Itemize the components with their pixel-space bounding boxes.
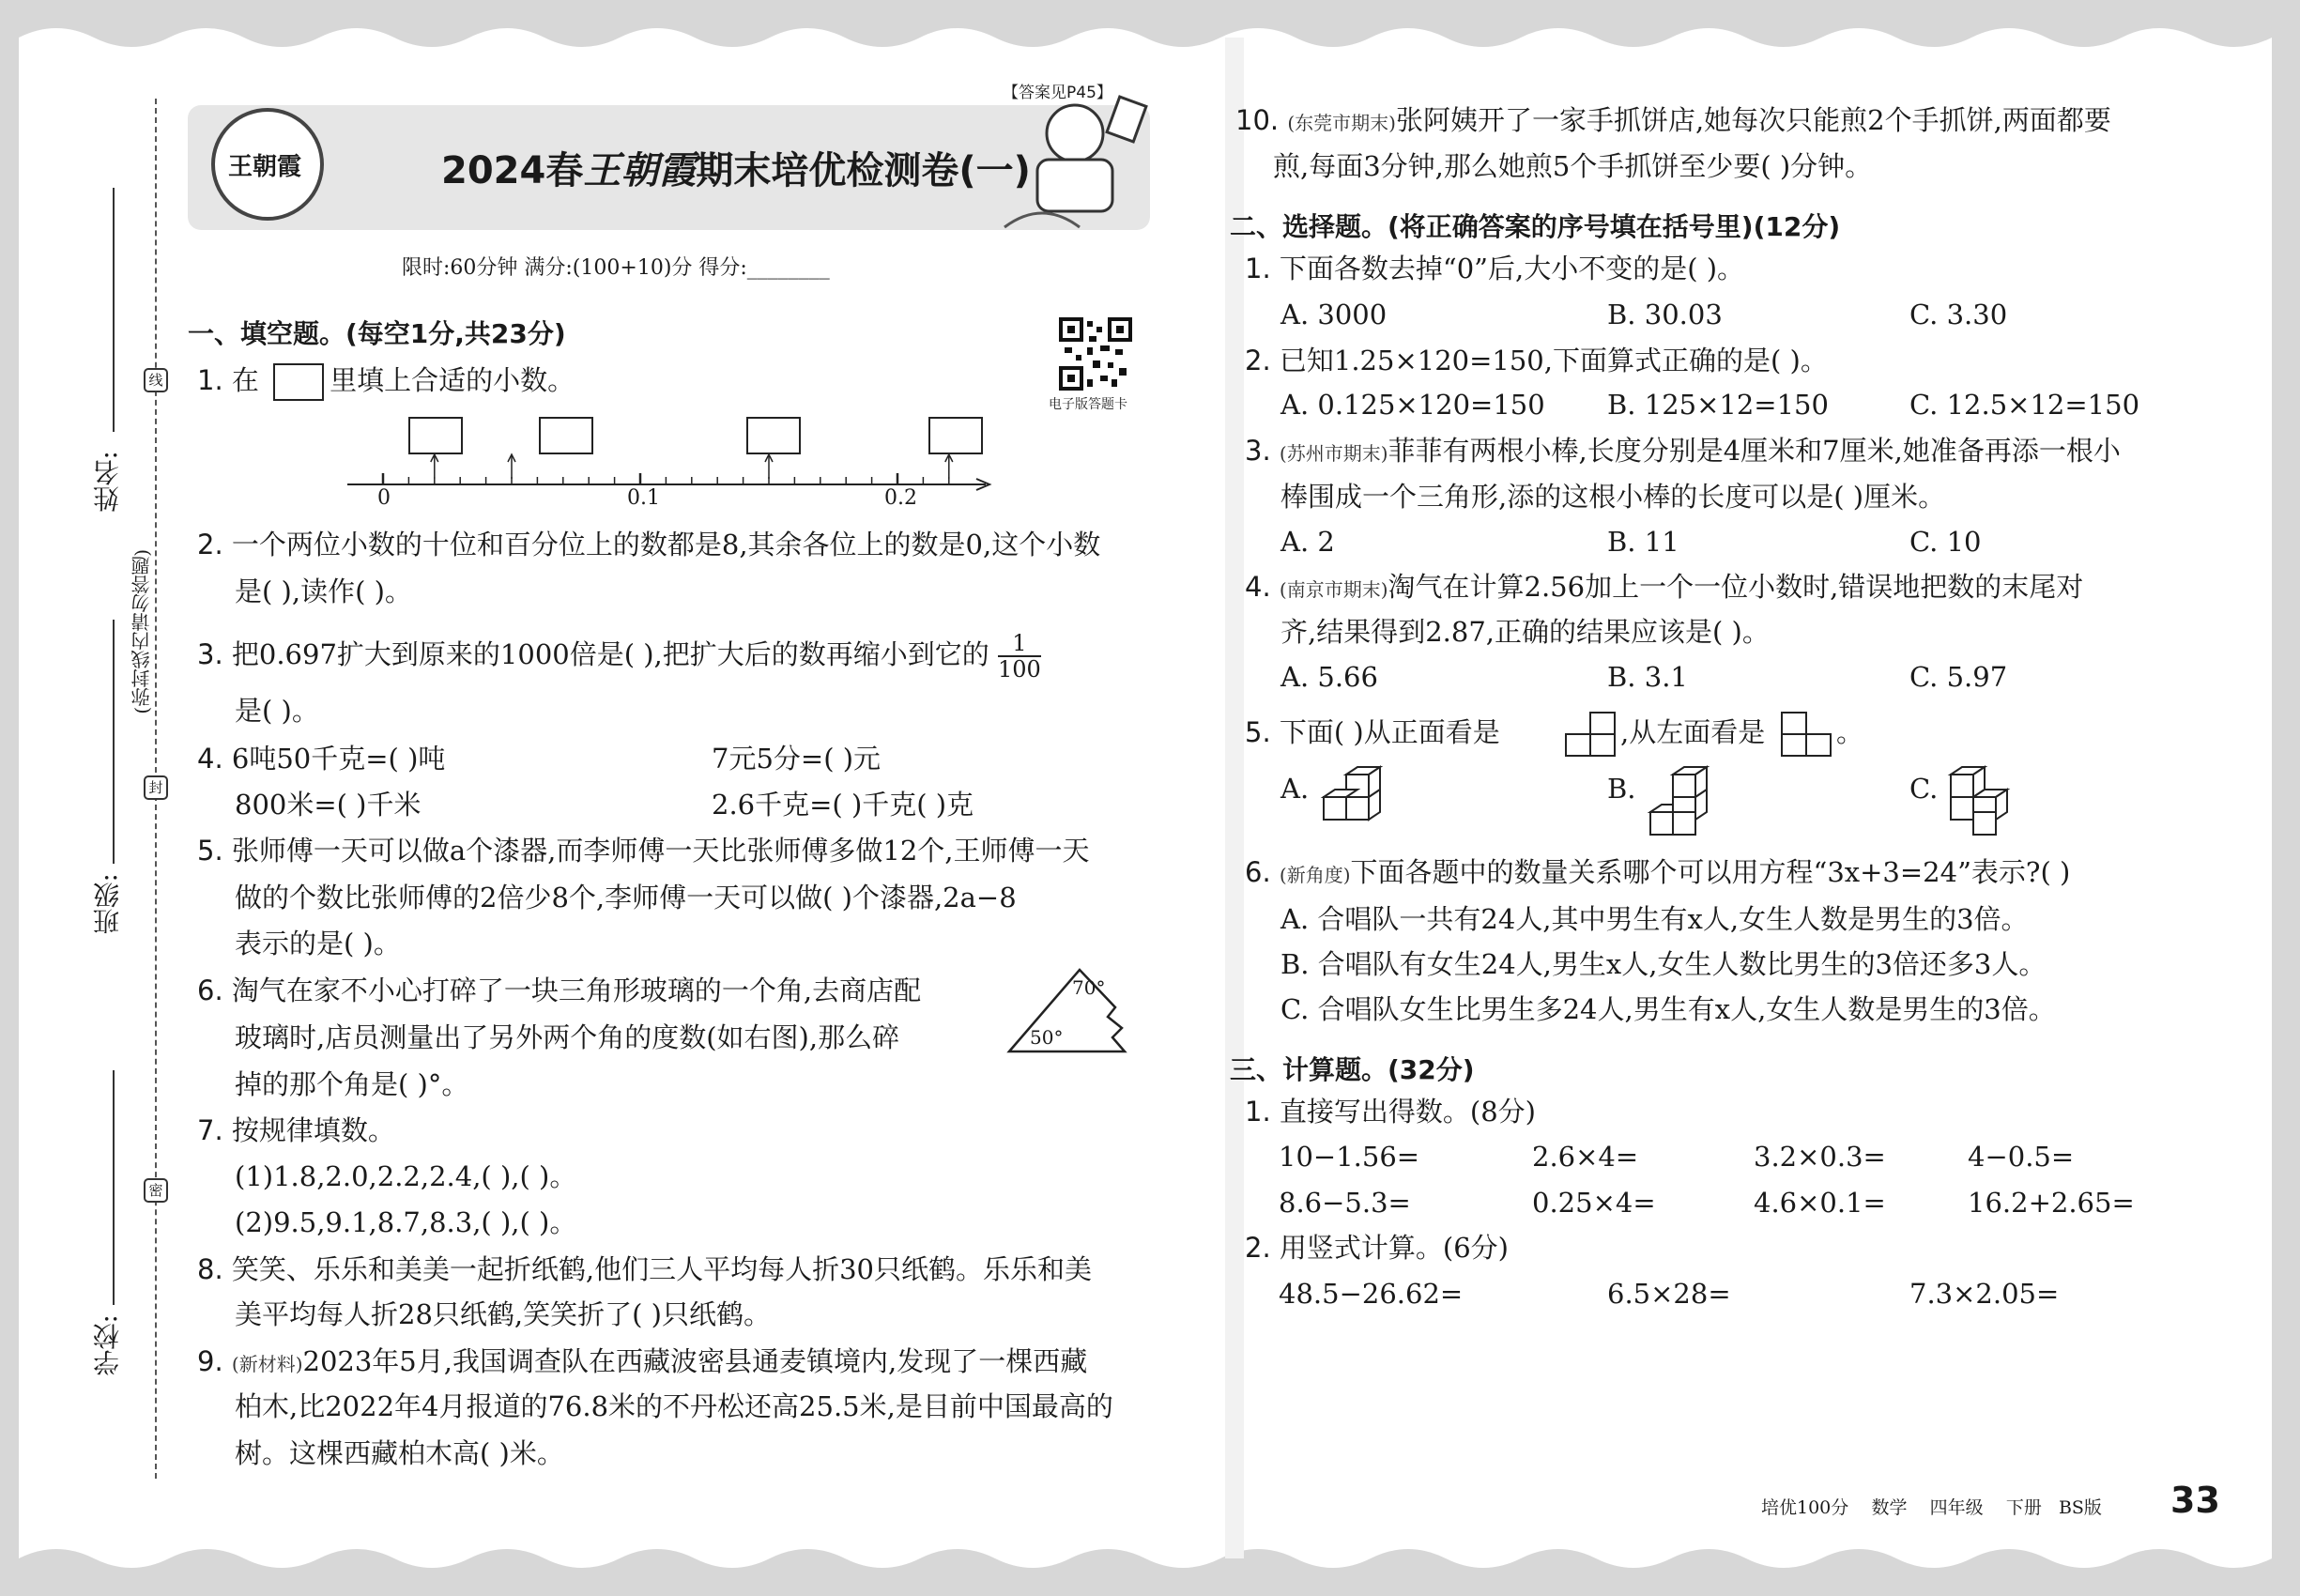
s1-q1: [197, 360, 575, 401]
calc-item[interactable]: 0.25×4=: [1532, 1187, 1656, 1219]
s1-q1-number: 1.: [197, 364, 223, 396]
s3-q2-number: 2.: [1245, 1232, 1271, 1264]
s1-q5-line2: 做的个数比张师傅的2倍少8个,李师傅一天可以做( )个漆器,2a−8: [235, 882, 1017, 913]
seal-mark-line: 线: [144, 368, 168, 392]
option-c-cubes: [1945, 765, 2013, 838]
s2-q5-text-c: 。: [1836, 716, 1864, 748]
s2-q5: [1245, 712, 1500, 753]
seal-warning: (弥封线内请勿答题): [128, 549, 155, 714]
s1-q6: [197, 970, 921, 1011]
section3-heading: 三、计算题。(32分): [1230, 1054, 1475, 1085]
qr-caption: 电子版答题卡: [1049, 397, 1127, 412]
s2-q2-number: 2.: [1245, 345, 1271, 376]
mascot-illustration: [986, 86, 1155, 232]
s1-q3-fraction: [998, 631, 1041, 682]
s3-q1-number: 1.: [1245, 1096, 1271, 1128]
s2-q1-option-c[interactable]: C. 3.30: [1909, 299, 2008, 330]
exam-meta: 限时:60分钟 满分:(100+10)分 得分:________: [402, 256, 830, 280]
s1-q2-number: 2.: [197, 529, 223, 560]
answer-ref: 【答案见P45】: [1003, 84, 1112, 102]
s1-q9-line3: 树。这棵西藏柏木高( )米。: [235, 1437, 564, 1469]
s1-q10-number: 10.: [1235, 104, 1280, 136]
title-year: 2024春: [441, 149, 584, 192]
s2-q4-option-b[interactable]: B. 3.1: [1607, 661, 1688, 693]
s2-q5-option-c[interactable]: C.: [1909, 773, 1939, 805]
s1-q4-a: 6吨50千克=( )吨: [231, 743, 446, 775]
vertical-calc-item[interactable]: 7.3×2.05=: [1909, 1278, 2060, 1310]
s2-q2-text: 已知1.25×120=150,下面算式正确的是( )。: [1279, 345, 1828, 376]
s2-q6-text: 下面各题中的数量关系哪个可以用方程“3x+3=24”表示?( ): [1350, 856, 2071, 888]
s1-q8-line1: 笑笑、乐乐和美美一起折纸鹤,他们三人平均每人折30只纸鹤。乐乐和美: [231, 1253, 1093, 1285]
s2-q5-number: 5.: [1245, 716, 1271, 748]
s1-q5-line3: 表示的是( )。: [235, 928, 401, 959]
s1-q6-line3: 掉的那个角是( )°。: [235, 1068, 469, 1100]
s3-q2: [1245, 1227, 1509, 1268]
s1-q9-line2: 柏木,比2022年4月报道的76.8米的不丹松还高25.5米,是目前中国最高的: [235, 1390, 1113, 1422]
s2-q3-number: 3.: [1245, 435, 1271, 467]
page-number: 33: [2170, 1480, 2220, 1521]
s2-q6: [1245, 852, 2070, 896]
s1-q1-blank[interactable]: [273, 363, 324, 401]
s2-q6-number: 6.: [1245, 856, 1271, 888]
s2-q2-option-c[interactable]: C. 12.5×12=150: [1909, 389, 2140, 421]
s1-q4-d: 2.6千克=( )千克( )克: [712, 789, 974, 821]
s1-q9-number: 9.: [197, 1345, 223, 1377]
s2-q4-number: 4.: [1245, 571, 1271, 603]
s1-q3-number: 3.: [197, 638, 223, 670]
section2-heading: 二、选择题。(将正确答案的序号填在括号里)(12分): [1230, 211, 1841, 242]
option-b-cubes: [1645, 765, 1712, 838]
vertical-calc-item[interactable]: 48.5−26.62=: [1279, 1278, 1464, 1310]
numberline-answer-box-4[interactable]: [928, 417, 983, 454]
s2-q4-source: (南京市期末): [1279, 578, 1388, 601]
name-label: 姓名:: [92, 451, 123, 513]
s2-q3-line2: 棒围成一个三角形,添的这根小棒的长度可以是( )厘米。: [1280, 481, 1946, 513]
s2-q2-option-a[interactable]: A. 0.125×120=150: [1280, 389, 1545, 421]
seal-mark-seal: 封: [144, 775, 168, 800]
s1-q5-line1: 张师傅一天可以做a个漆器,而李师傅一天比张师傅多做12个,王师傅一天: [231, 835, 1090, 867]
calc-item[interactable]: 4.6×0.1=: [1754, 1187, 1886, 1219]
name-field[interactable]: [113, 188, 115, 432]
s1-q7-number: 7.: [197, 1114, 223, 1146]
school-label: 学校:: [92, 1314, 123, 1376]
s1-q6-line2: 玻璃时,店员测量出了另外两个角的度数(如右图),那么碎: [235, 1021, 900, 1053]
s1-q7-line1: 按规律填数。: [231, 1114, 395, 1146]
footer-subject: 数学: [1871, 1497, 1908, 1518]
s2-q6-option-b[interactable]: B. 合唱队有女生24人,男生x人,女生人数比男生的3倍还多3人。: [1280, 948, 2047, 980]
logo-text: 王朝霞: [228, 153, 302, 181]
s1-q7-line3: (2)9.5,9.1,8.7,8.3,( ),( )。: [235, 1206, 577, 1238]
left-view-figure: [1780, 711, 1832, 758]
option-a-cubes: [1318, 765, 1386, 831]
s2-q4: [1245, 566, 2083, 610]
calc-item[interactable]: 4−0.5=: [1968, 1141, 2075, 1173]
s3-q1: [1245, 1091, 1536, 1132]
school-field[interactable]: [113, 1070, 115, 1305]
angle-top-label: 70°: [1072, 976, 1106, 999]
s1-q4: [197, 738, 445, 779]
page-title: [441, 141, 1031, 194]
s2-q6-source: (新角度): [1279, 864, 1351, 886]
s2-q4-option-a[interactable]: A. 5.66: [1280, 661, 1378, 693]
s1-q9: [197, 1341, 1087, 1385]
s1-q3-line1: 把0.697扩大到原来的1000倍是( ),把扩大后的数再缩小到它的: [231, 638, 989, 670]
numberline-tick-1: 0.1: [627, 486, 660, 510]
s2-q5-text-b: ,从左面看是: [1620, 716, 1766, 748]
s2-q4-option-c[interactable]: C. 5.97: [1909, 661, 2008, 693]
numberline-tick-2: 0.2: [884, 486, 917, 510]
s2-q1-option-b[interactable]: B. 30.03: [1607, 299, 1723, 330]
s1-q4-b: 7元5分=( )元: [712, 743, 882, 775]
s1-q10-source: (东莞市期末): [1287, 112, 1396, 134]
s3-q1-text: 直接写出得数。(8分): [1279, 1096, 1536, 1128]
s1-q9-source: (新材料): [231, 1353, 303, 1375]
s2-q3-option-b[interactable]: B. 11: [1607, 526, 1679, 558]
title-main: 期末培优检测卷(一): [696, 149, 1031, 192]
numberline-answer-box-1[interactable]: [408, 417, 463, 454]
calc-item[interactable]: 3.2×0.3=: [1754, 1141, 1886, 1173]
s1-q1-text-a: 在: [231, 364, 259, 396]
s1-q6-number: 6.: [197, 974, 223, 1006]
s1-q9-line1: 2023年5月,我国调查队在西藏波密县通麦镇境内,发现了一棵西藏: [302, 1345, 1088, 1377]
s2-q3: [1245, 430, 2121, 474]
s1-q8-line2: 美平均每人折28只纸鹤,笑笑折了( )只纸鹤。: [235, 1298, 771, 1330]
class-field[interactable]: [113, 620, 115, 864]
calc-item[interactable]: 8.6−5.3=: [1279, 1187, 1411, 1219]
s1-q10-line1: 张阿姨开了一家手抓饼店,她每次只能煎2个手抓饼,两面都要: [1395, 104, 2111, 136]
s2-q5-option-b[interactable]: B.: [1607, 773, 1636, 805]
seal-mark-secret: 密: [144, 1178, 168, 1203]
s1-q7-line2: (1)1.8,2.0,2.2,2.4,( ),( )。: [235, 1160, 577, 1192]
title-brand: 王朝霞: [583, 148, 697, 192]
s1-q5-number: 5.: [197, 835, 223, 867]
s1-q4-c: 800米=( )千米: [235, 789, 422, 821]
s1-q3-line2: 是( )。: [235, 695, 319, 727]
s1-q5: [197, 830, 1090, 871]
vertical-calc-item[interactable]: 6.5×28=: [1607, 1278, 1731, 1310]
s3-q2-text: 用竖式计算。(6分): [1279, 1232, 1509, 1264]
fraction-numerator: 1: [1012, 630, 1027, 656]
s2-q1: [1245, 248, 1744, 289]
footer-grade: 四年级: [1929, 1497, 1984, 1518]
fraction-denominator: 100: [998, 656, 1041, 683]
s1-q10: [1235, 100, 2111, 144]
s1-q2-line2: 是( ),读作( )。: [235, 575, 412, 607]
s2-q1-option-a[interactable]: A. 3000: [1280, 299, 1388, 330]
s1-q8: [197, 1249, 1092, 1290]
s2-q3-option-c[interactable]: C. 10: [1909, 526, 1982, 558]
s2-q3-option-a[interactable]: A. 2: [1280, 526, 1335, 558]
angle-left-label: 50°: [1030, 1026, 1064, 1049]
numberline-answer-box-2[interactable]: [539, 417, 593, 454]
footer-edition: BS版: [2058, 1497, 2102, 1518]
numberline-answer-box-3[interactable]: [746, 417, 801, 454]
qr-code[interactable]: [1059, 317, 1132, 391]
s2-q1-number: 1.: [1245, 253, 1271, 284]
s2-q3-source: (苏州市期末): [1279, 442, 1388, 465]
calc-item[interactable]: 16.2+2.65=: [1968, 1187, 2135, 1219]
s2-q5-option-a[interactable]: A.: [1280, 773, 1310, 805]
brand-logo: [211, 108, 324, 221]
s1-q2: [197, 524, 1100, 565]
s2-q3-line1: 菲菲有两根小棒,长度分别是4厘米和7厘米,她准备再添一根小: [1388, 435, 2121, 467]
s1-q2-line1: 一个两位小数的十位和百分位上的数都是8,其余各位上的数是0,这个小数: [231, 529, 1101, 560]
s2-q5-text-a: 下面( )从正面看是: [1279, 716, 1500, 748]
s2-q2: [1245, 340, 1828, 381]
s2-q1-text: 下面各数去掉“0”后,大小不变的是( )。: [1279, 253, 1745, 284]
footer-book: 培优100分: [1761, 1497, 1849, 1518]
numberline-tick-0: 0: [377, 486, 391, 510]
class-label: 班级:: [92, 873, 123, 935]
s2-q6-option-a[interactable]: A. 合唱队一共有24人,其中男生有x人,女生人数是男生的3倍。: [1280, 903, 2029, 935]
s2-q6-option-c[interactable]: C. 合唱队女生比男生多24人,男生有x人,女生人数是男生的3倍。: [1280, 993, 2056, 1025]
footer-info: [1761, 1494, 2102, 1519]
front-view-figure: [1564, 711, 1617, 758]
s2-q2-option-b[interactable]: B. 125×12=150: [1607, 389, 1829, 421]
s1-q1-text-b: 里填上合适的小数。: [330, 364, 575, 396]
section1-heading: 一、填空题。(每空1分,共23分): [188, 318, 566, 349]
s2-q4-line2: 齐,结果得到2.87,正确的结果应该是( )。: [1280, 616, 1770, 648]
footer-volume: 下册: [2005, 1497, 2042, 1518]
s1-q7: [197, 1110, 395, 1151]
s1-q4-number: 4.: [197, 743, 223, 775]
s1-q3: [197, 631, 1041, 682]
s2-q4-line1: 淘气在计算2.56加上一个一位小数时,错误地把数的末尾对: [1388, 571, 2084, 603]
calc-item[interactable]: 10−1.56=: [1279, 1141, 1420, 1173]
s1-q8-number: 8.: [197, 1253, 223, 1285]
s1-q10-line2: 煎,每面3分钟,那么她煎5个手抓饼至少要( )分钟。: [1273, 150, 1873, 182]
calc-item[interactable]: 2.6×4=: [1532, 1141, 1639, 1173]
s1-q6-line1: 淘气在家不小心打碎了一块三角形玻璃的一个角,去商店配: [231, 974, 922, 1006]
